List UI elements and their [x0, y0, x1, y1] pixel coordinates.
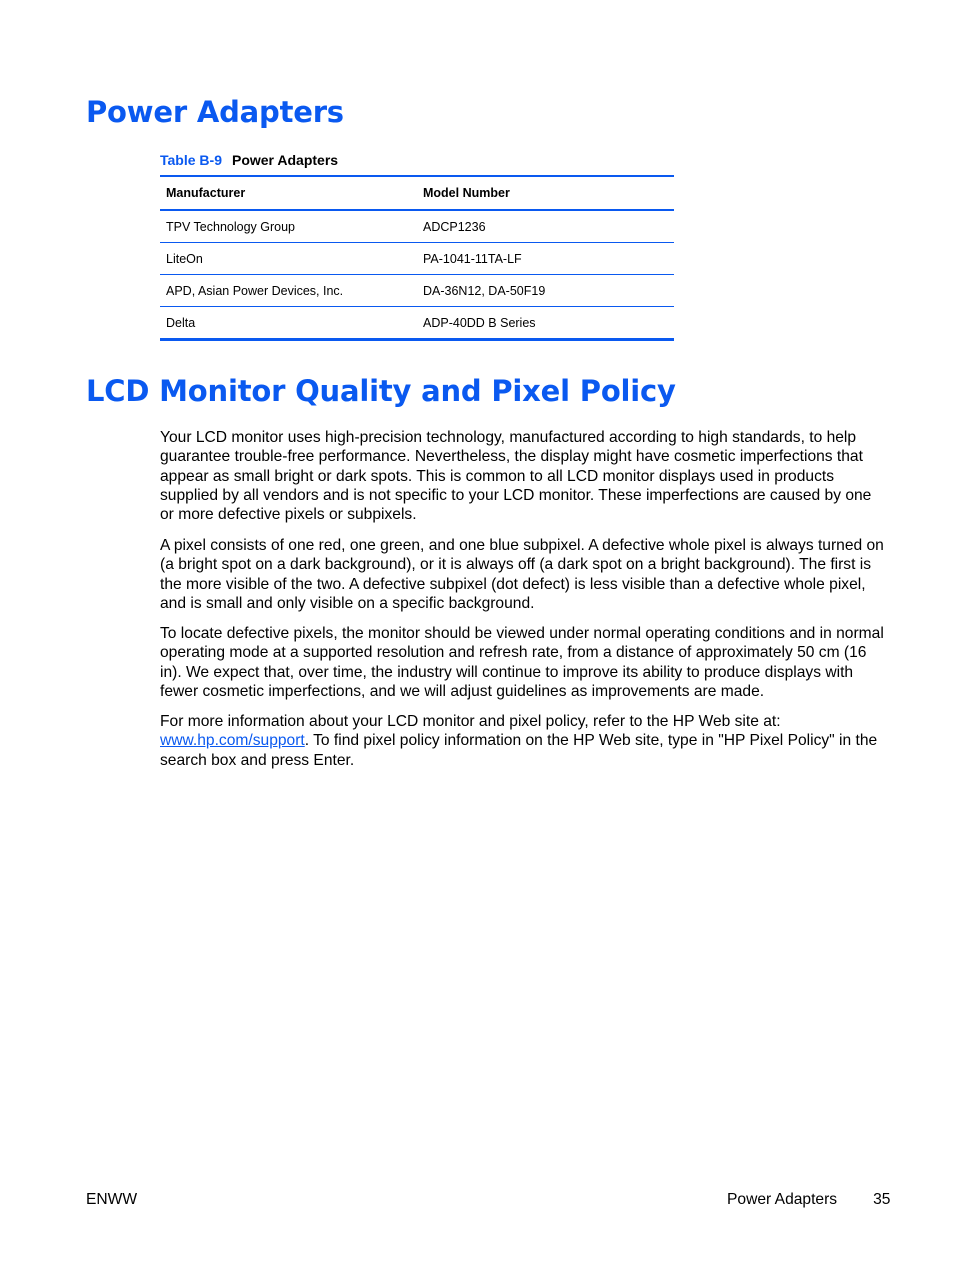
paragraph-text: For more information about your LCD monitor and pixel policy, refer to the HP Web site at: [160, 713, 781, 730]
paragraph: To locate defective pixels, the monitor should be viewed under normal operating conditions and in normal operating mode at a supported resolution and refresh rate, from a distance of approximately 50 cm (16 in). We expect that, over time, the industry will continue to improve its ability to produce displays with fewer cosmetic imperfections, and we will adjust guidelines as improvements are made. [160, 625, 884, 700]
paragraph: Your LCD monitor uses high-precision technology, manufactured according to high standards, to help guarantee trouble-free performance. Nevertheless, the display might have cosmetic imperfections that appear as small bright or dark spots. This is common to all LCD monitor displays used in products supplied by all vendors and is not specific to your LCD monitor. These imperfections are caused by one or more defective pixels or subpixels. [160, 429, 872, 524]
table-row [160, 307, 674, 340]
section-title: LCD Monitor Quality and Pixel Policy [86, 374, 676, 408]
table-row [160, 210, 674, 243]
footer-label: ENWW [86, 1191, 138, 1208]
model-number-cell: ADP-40DD B Series [423, 315, 536, 330]
manufacturer-cell: TPV Technology Group [160, 210, 417, 243]
paragraph-text: . To find pixel policy information on the HP Web site, type in "HP Pixel Policy" in the search box and press Enter. [160, 732, 878, 769]
manufacturer-cell: APD, Asian Power Devices, Inc. [160, 275, 417, 307]
manufacturer-cell: Delta [166, 315, 196, 330]
page-number: 35 [873, 1191, 891, 1208]
table-title: Power Adapters [231, 152, 339, 168]
model-number-cell: ADCP1236 [417, 210, 674, 243]
table-row [160, 275, 674, 307]
model-number-cell: PA-1041-11TA-LF [417, 243, 674, 275]
column-header-manufacturer: Manufacturer [160, 176, 417, 210]
manufacturer-cell: LiteOn [160, 243, 417, 275]
paragraph: A pixel consists of one red, one green, and one blue subpixel. A defective whole pixel is always turned on (a bright spot on a dark background), or it is always off (a dark spot on a bright background). The first is the more visible of the two. A defective subpixel (dot defect) is less visible than a defective whole pixel, and is small and only visible on a specific background. [160, 537, 884, 612]
table-number: Table B-9 [160, 152, 222, 168]
page-title: Power Adapters [86, 95, 344, 129]
power-adapters-table [160, 175, 674, 341]
paragraph [160, 712, 884, 770]
footer-section [727, 1190, 890, 1210]
table-row [160, 243, 674, 275]
table-caption [160, 150, 338, 170]
column-header-model-number: Model Number [417, 176, 674, 210]
model-number-cell: DA-36N12, DA-50F19 [417, 275, 674, 307]
hp-support-link[interactable]: www.hp.com/support [160, 732, 305, 750]
table-header-row [160, 176, 674, 210]
footer-section-title: Power Adapters [727, 1191, 838, 1208]
